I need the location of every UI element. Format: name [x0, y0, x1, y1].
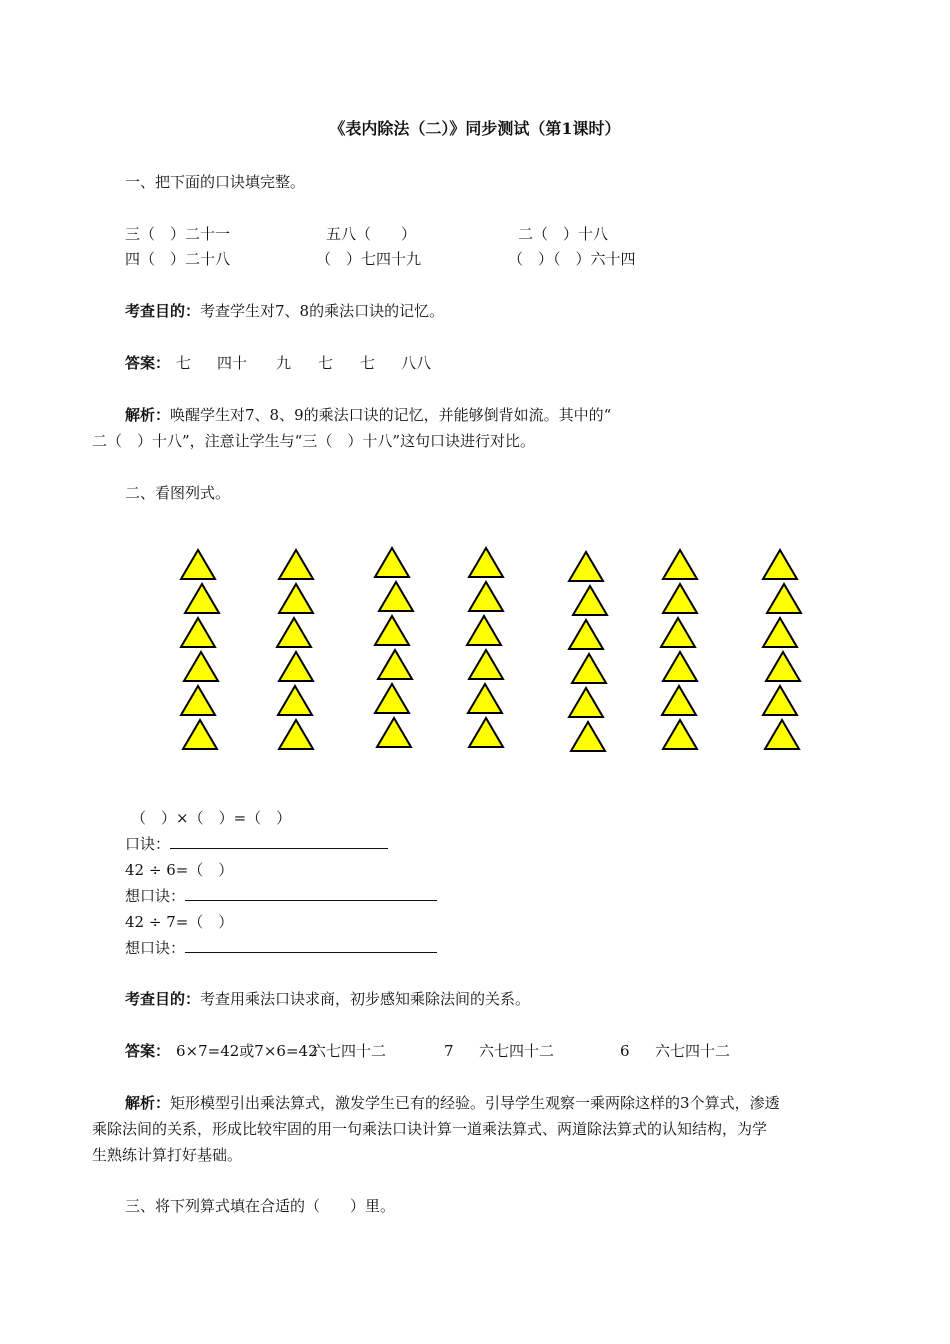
triangle-icon — [181, 686, 215, 715]
triangle-icon — [469, 650, 503, 679]
s2-answer-6: 六七四十二 — [655, 1042, 731, 1060]
triangle-icon — [763, 550, 797, 579]
koujue-blank-5: （ ）七四十九 — [316, 250, 422, 268]
triangle-icon — [569, 620, 603, 649]
think-answer-line-2[interactable] — [185, 938, 437, 953]
s2-answer-2: 六七四十二 — [311, 1042, 387, 1060]
triangle-icon — [467, 616, 501, 645]
triangle-icon — [279, 584, 313, 613]
triangle-icon — [469, 718, 503, 747]
section2-heading: 二、看图列式。 — [125, 484, 231, 502]
triangle-icon — [571, 722, 605, 751]
triangle-icon — [377, 718, 411, 747]
triangle-icon — [375, 684, 409, 713]
s2-answer-4: 六七四十二 — [479, 1042, 555, 1060]
triangle-icon — [663, 652, 697, 681]
triangle-icon — [766, 652, 800, 681]
triangle-icon — [663, 720, 697, 749]
triangle-icon — [573, 586, 607, 615]
triangle-icon — [662, 686, 696, 715]
koujue-blank-4: 四（ ）二十八 — [125, 250, 231, 268]
s1-answer-4: 七 — [318, 354, 334, 372]
page-title: 《表内除法（二）》同步测试（第1课时） — [329, 119, 621, 138]
triangle-icon — [469, 582, 503, 611]
triangle-icon — [378, 650, 412, 679]
analysis-text: 唤醒学生对7、8、9的乘法口诀的记忆，并能够倒背如流。其中的“ — [170, 406, 612, 424]
aim-label: 考查目的： — [125, 302, 201, 320]
triangle-icon — [569, 688, 603, 717]
s1-answer-5: 七 — [360, 354, 376, 372]
triangle-icon — [663, 584, 697, 613]
think-koujue-line-2 — [125, 938, 437, 958]
triangle-icon — [375, 548, 409, 577]
triangle-icon — [183, 720, 217, 749]
think-label-2: 想口诀： — [125, 939, 186, 957]
section1-answer — [125, 353, 170, 373]
aim-label: 考查目的： — [125, 990, 201, 1008]
triangle-icon — [181, 550, 215, 579]
triangle-icon — [661, 618, 695, 647]
koujue-blank-6: （ ）（ ）六十四 — [508, 250, 636, 268]
s1-answer-6: 八八 — [401, 354, 432, 372]
division-formula-1: 42 ÷ 6=（ ） — [125, 861, 234, 879]
s1-answer-3: 九 — [276, 354, 292, 372]
koujue-line — [125, 834, 388, 854]
section2-analysis — [125, 1093, 780, 1113]
section1-aim — [125, 301, 444, 321]
triangle-icon — [767, 584, 801, 613]
analysis-text: 矩形模型引出乘法算式，激发学生已有的经验。引导学生观察一乘两除这样的3个算式，渗透 — [170, 1094, 780, 1112]
s2-answer-3: 7 — [444, 1042, 454, 1060]
multiplication-formula: （ ）×（ ）=（ ） — [131, 809, 292, 827]
section2-aim — [125, 989, 530, 1009]
triangle-icon — [185, 584, 219, 613]
triangle-icon — [468, 684, 502, 713]
section1-analysis — [125, 405, 611, 425]
triangle-icon — [375, 616, 409, 645]
triangle-icon — [572, 654, 606, 683]
section2-answer — [125, 1041, 170, 1061]
s2-answer-5: 6 — [620, 1042, 630, 1060]
triangle-icon — [765, 720, 799, 749]
triangle-icon — [278, 686, 312, 715]
section3-heading: 三、将下列算式填在合适的（ ）里。 — [125, 1197, 396, 1215]
think-koujue-line-1 — [125, 886, 437, 906]
triangle-icon — [181, 618, 215, 647]
analysis-label: 解析： — [125, 406, 171, 424]
analysis-label: 解析： — [125, 1094, 171, 1112]
section1-analysis-line2: 二（ ）十八”，注意让学生与“三（ ）十八”这句口诀进行对比。 — [92, 432, 536, 450]
s1-answer-2: 四十 — [217, 354, 248, 372]
section1-heading: 一、把下面的口诀填完整。 — [125, 173, 306, 191]
triangle-icon — [763, 618, 797, 647]
koujue-blank-3: 二（ ）十八 — [518, 225, 609, 243]
answer-label: 答案： — [125, 1042, 171, 1060]
answer-label: 答案： — [125, 354, 171, 372]
division-formula-2: 42 ÷ 7=（ ） — [125, 913, 234, 931]
koujue-answer-line[interactable] — [170, 834, 388, 849]
think-label-1: 想口诀： — [125, 887, 186, 905]
s1-answer-1: 七 — [176, 354, 192, 372]
aim-text: 考查用乘法口诀求商，初步感知乘除法间的关系。 — [200, 990, 531, 1008]
koujue-blank-2: 五八（ ） — [326, 225, 417, 243]
think-answer-line-1[interactable] — [185, 886, 437, 901]
triangle-icon — [569, 552, 603, 581]
triangle-icon — [279, 720, 313, 749]
section2-analysis-line3: 生熟练计算打好基础。 — [92, 1146, 243, 1164]
triangle-figure — [170, 536, 820, 766]
koujue-label: 口诀： — [125, 835, 171, 853]
s2-answer-1: 6×7=42或7×6=42 — [176, 1042, 318, 1060]
koujue-blank-1: 三（ ）二十一 — [125, 225, 231, 243]
section2-analysis-line2: 乘除法间的关系，形成比较牢固的用一句乘法口诀计算一道乘法算式、两道除法算式的认知结构，为学 — [92, 1120, 768, 1138]
triangle-icon — [763, 686, 797, 715]
triangle-icon — [379, 582, 413, 611]
triangle-icon — [469, 548, 503, 577]
triangle-icon — [277, 618, 311, 647]
triangle-icon — [279, 652, 313, 681]
triangle-icon — [184, 652, 218, 681]
aim-text: 考查学生对7、8的乘法口诀的记忆。 — [200, 302, 445, 320]
triangle-icon — [279, 550, 313, 579]
triangle-icon — [663, 550, 697, 579]
